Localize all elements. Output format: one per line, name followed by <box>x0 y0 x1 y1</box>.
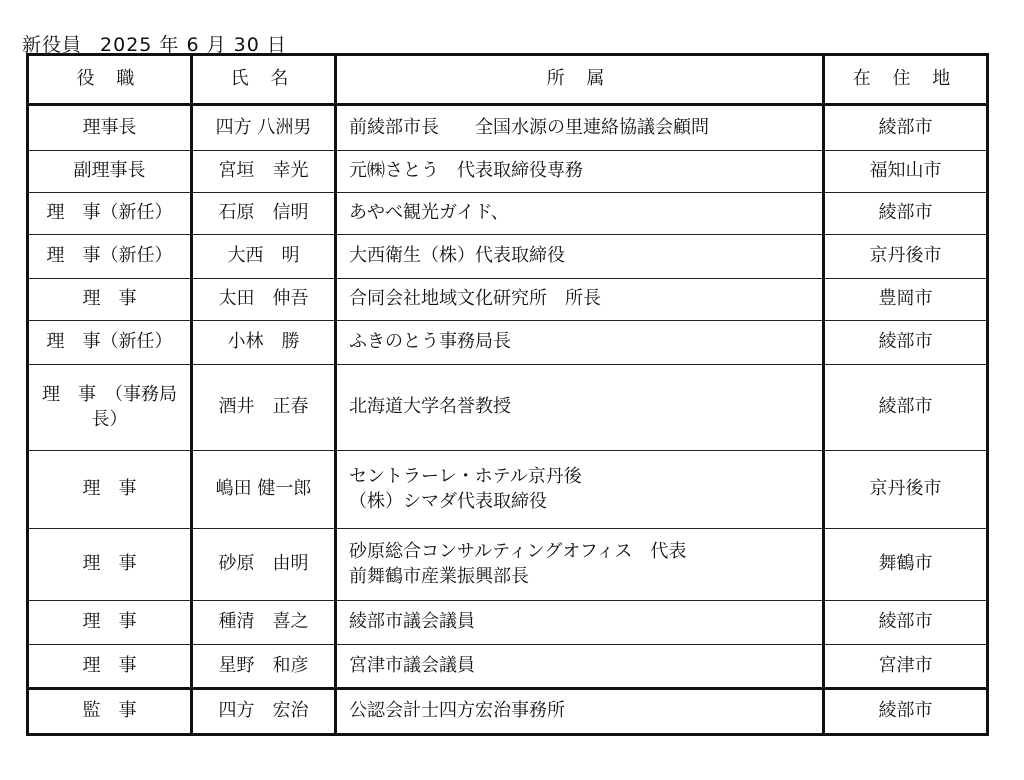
cell-affiliation <box>336 689 824 735</box>
cell-residence: 綾部市 <box>824 689 988 735</box>
cell-name: 四方 八洲男 <box>192 105 336 151</box>
cell-role: 理 事 <box>28 601 192 645</box>
table-row <box>28 601 988 645</box>
table-row <box>28 105 988 151</box>
cell-name: 四方 宏治 <box>192 689 336 735</box>
cell-affiliation <box>336 529 824 601</box>
table-header-row <box>28 55 988 105</box>
table-row <box>28 321 988 365</box>
table-row <box>28 279 988 321</box>
affiliation-line: 北海道大学名誉教授 <box>349 396 511 418</box>
cell-affiliation <box>336 279 824 321</box>
cell-name: 太田 伸吾 <box>192 279 336 321</box>
cell-role: 監 事 <box>28 689 192 735</box>
affiliation-line: 砂原総合コンサルティングオフィス 代表 <box>349 541 687 563</box>
cell-name: 小林 勝 <box>192 321 336 365</box>
cell-residence: 舞鶴市 <box>824 529 988 601</box>
cell-role: 理 事（新任） <box>28 321 192 365</box>
affiliation-line: 大西衛生（株）代表取締役 <box>349 245 565 267</box>
header-label: 新役員 <box>22 34 83 56</box>
cell-residence: 宮津市 <box>824 645 988 689</box>
table-row <box>28 235 988 279</box>
affiliation-line: （株）シマダ代表取締役 <box>349 490 547 512</box>
cell-residence: 綾部市 <box>824 365 988 451</box>
table-row <box>28 645 988 689</box>
affiliation-line: セントラーレ・ホテル京丹後 <box>349 466 582 488</box>
cell-name: 宮垣 幸光 <box>192 151 336 193</box>
affiliation-line: 前綾部市長 全国水源の里連絡協議会顧問 <box>349 116 709 138</box>
cell-residence: 豊岡市 <box>824 279 988 321</box>
cell-name: 星野 和彦 <box>192 645 336 689</box>
table-row <box>28 365 988 451</box>
officer-table <box>26 53 989 736</box>
cell-role: 理 事 <box>28 279 192 321</box>
table-row <box>28 451 988 529</box>
cell-affiliation <box>336 451 824 529</box>
table-row <box>28 529 988 601</box>
cell-name: 砂原 由明 <box>192 529 336 601</box>
header-date: 2025 年 6 月 30 日 <box>100 34 287 56</box>
column-header-residence: 在 住 地 <box>824 55 988 105</box>
cell-role: 理 事（新任） <box>28 193 192 235</box>
column-header-affiliation: 所 属 <box>336 55 824 105</box>
cell-residence: 京丹後市 <box>824 451 988 529</box>
cell-affiliation <box>336 235 824 279</box>
cell-role: 副理事長 <box>28 151 192 193</box>
affiliation-line: 綾部市議会議員 <box>349 611 475 633</box>
cell-affiliation <box>336 365 824 451</box>
cell-residence: 福知山市 <box>824 151 988 193</box>
affiliation-line: 宮津市議会議員 <box>349 654 475 676</box>
affiliation-line: 前舞鶴市産業振興部長 <box>349 565 529 587</box>
cell-name: 大西 明 <box>192 235 336 279</box>
cell-residence: 京丹後市 <box>824 235 988 279</box>
cell-affiliation <box>336 601 824 645</box>
cell-role: 理 事 （事務局長） <box>28 365 192 451</box>
cell-name: 酒井 正春 <box>192 365 336 451</box>
cell-role: 理 事 <box>28 451 192 529</box>
column-header-name: 氏 名 <box>192 55 336 105</box>
cell-affiliation <box>336 105 824 151</box>
cell-affiliation <box>336 645 824 689</box>
column-header-role: 役 職 <box>28 55 192 105</box>
cell-role: 理 事（新任） <box>28 235 192 279</box>
table-body <box>28 105 988 735</box>
cell-name: 嶋田 健一郎 <box>192 451 336 529</box>
cell-role: 理事長 <box>28 105 192 151</box>
affiliation-line: 元㈱さとう 代表取締役専務 <box>349 160 583 182</box>
cell-residence: 綾部市 <box>824 601 988 645</box>
table-row <box>28 151 988 193</box>
cell-role: 理 事 <box>28 645 192 689</box>
cell-name: 種清 喜之 <box>192 601 336 645</box>
cell-affiliation <box>336 151 824 193</box>
cell-residence: 綾部市 <box>824 193 988 235</box>
cell-residence: 綾部市 <box>824 321 988 365</box>
table-row <box>28 193 988 235</box>
cell-residence: 綾部市 <box>824 105 988 151</box>
affiliation-line: 公認会計士四方宏治事務所 <box>349 700 565 722</box>
affiliation-line: ふきのとう事務局長 <box>349 331 511 353</box>
cell-role: 理 事 <box>28 529 192 601</box>
cell-affiliation <box>336 321 824 365</box>
cell-affiliation <box>336 193 824 235</box>
affiliation-line: 合同会社地域文化研究所 所長 <box>349 288 601 310</box>
cell-name: 石原 信明 <box>192 193 336 235</box>
table-row <box>28 689 988 735</box>
affiliation-line: あやべ観光ガイド、 <box>349 202 509 224</box>
